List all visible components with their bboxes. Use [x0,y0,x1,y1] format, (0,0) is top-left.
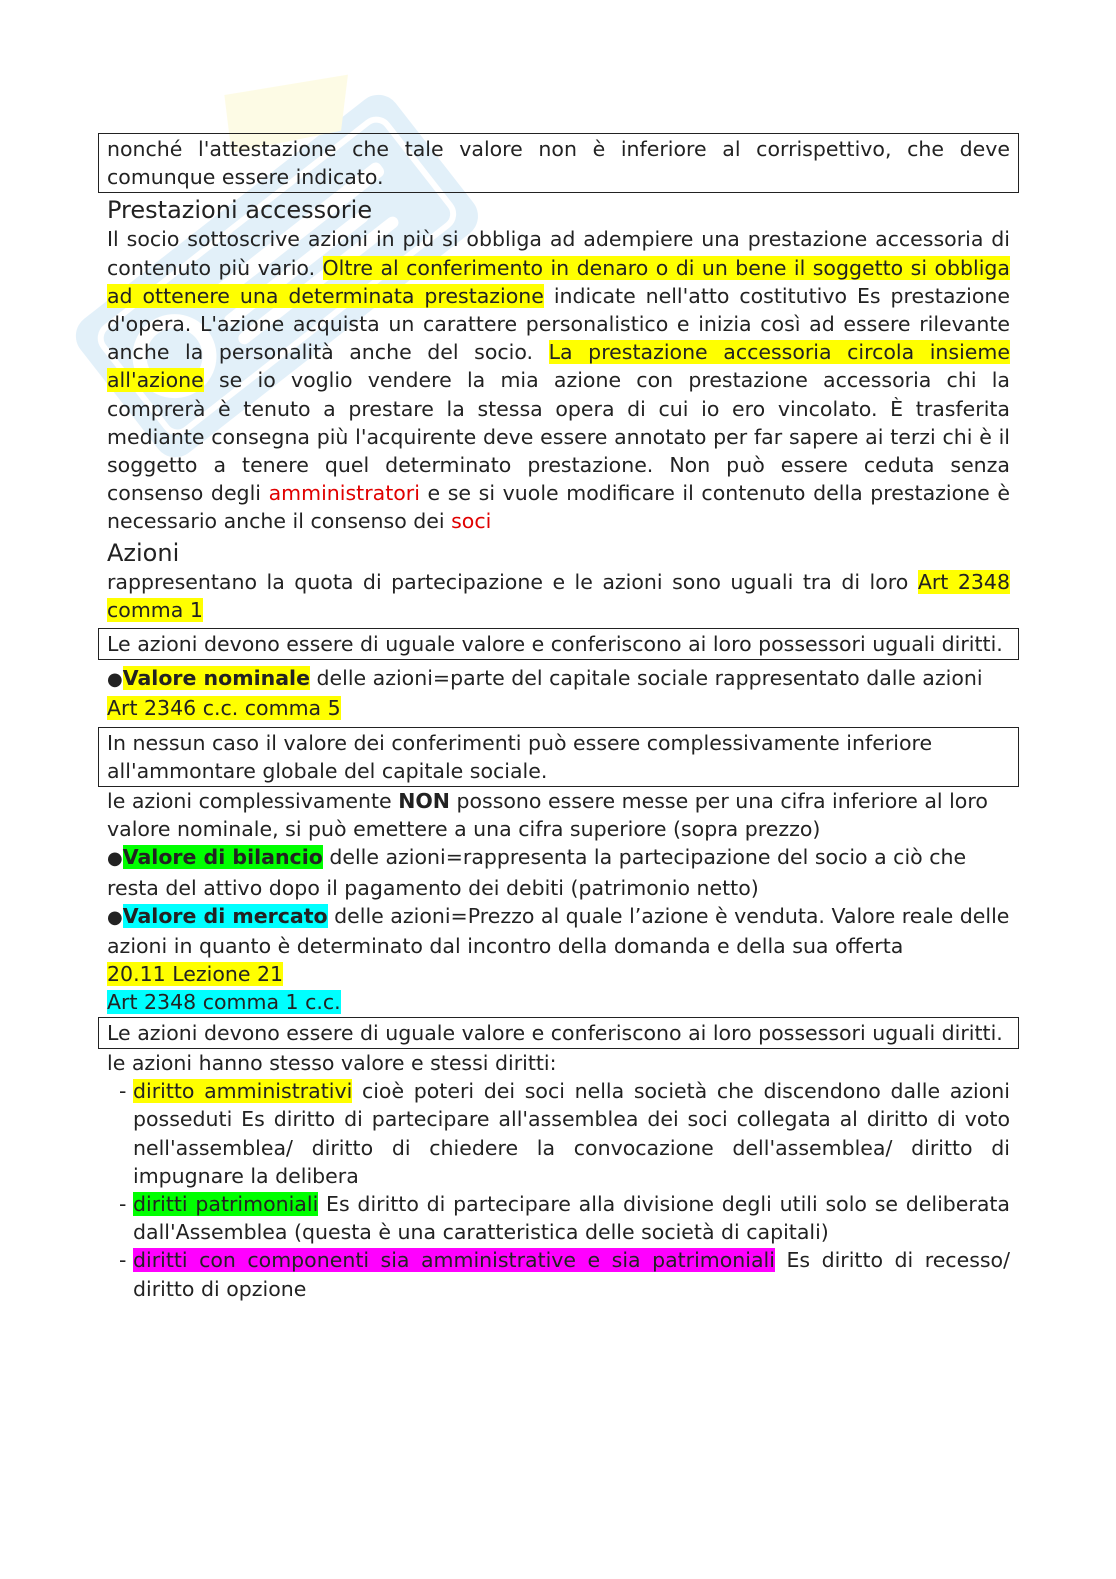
paragraph-valore-bilancio [107,843,1010,901]
paragraph-prestazioni [107,225,1010,535]
text-run: rappresentano la quota di partecipazione e le azioni sono uguali tra di loro [107,569,918,594]
list-item [119,1246,1011,1302]
highlight-yellow: La prestazione accessoria circola insieme all'azione [107,340,1010,393]
list-item [119,1077,1010,1190]
dash-icon: - [119,1079,127,1104]
text-run: se io voglio vendere la mia azione con prestazione accessoria chi la comprerà è tenuto a prestare la stessa opera di cui io ero vincolato. È trasferita mediante consegna più l'acquirente deve essere annotato per far sapere ai terzi chi è il soggetto a tenere quel determinato prestazione. Non può essere ceduta senza consenso degli [107,368,1010,506]
quote-text: Le azioni devono essere di uguale valore e conferiscono ai loro possessori uguali diritti. [107,1020,1003,1045]
dash-icon: - [119,1248,127,1273]
text-run: delle azioni=Prezzo al quale l’azione è venduta. Valore reale delle azioni in quanto è determinato dal incontro della domanda e della sua offerta [107,903,1010,959]
text-run: le azioni complessivamente [107,789,399,814]
paragraph-non [107,787,1010,843]
bullet-icon: ● [107,848,123,870]
paragraph-valore-mercato [107,902,1010,960]
text-run: delle azioni=rappresenta la partecipazione del socio a ciò che resta del attivo dopo il pagamento dei debiti (patrimonio netto) [107,845,967,900]
term-diritti-misti: diritti con componenti sia amministrative e sia patrimoniali [133,1248,775,1273]
bullet-icon: ● [107,669,123,691]
text-run: Es diritto di recesso/ diritto di opzione [133,1248,1011,1301]
text-run: Es diritto di partecipare alla divisione degli utili solo se deliberata dall'Assemblea (questa è una caratteristica delle società di capitali) [133,1191,1010,1245]
text-run: cioè poteri dei soci nella società che discendono dalle azioni posseduti Es diritto di partecipare all'assemblea dei soci collegata al diritto di voto nell'assemblea/ diritto di chiedere la convocazione dell'assemblea/ diritto di impugnare la delibera [133,1079,1010,1188]
quote-text: nonché l'attestazione che tale valore non è inferiore al corrispettivo, che deve comunque essere indicato. [107,137,1010,190]
term-diritto-amministrativi: diritto amministrativi [133,1079,353,1104]
red-text-soci: soci [451,509,492,534]
heading-azioni: Azioni [107,538,180,567]
term-valore-nominale: Valore nominale [122,666,310,691]
dash-icon: - [119,1191,127,1216]
highlight-cyan: Art 2348 comma 1 c.c. [107,990,341,1015]
quote-box-art-2348-cc [98,1017,1019,1049]
reference-art-2346 [107,694,1010,722]
paragraph-rights-intro: le azioni hanno stesso valore e stessi diritti: [107,1050,557,1075]
document-page [107,133,1010,1303]
reference-art-2348 [107,988,1010,1016]
text-run: Il socio sottoscrive azioni in più si obbliga ad adempiere una prestazione accessoria di contenuto più vario. [107,227,1010,280]
paragraph-valore-nominale [107,664,1010,694]
quote-box-art-2348 [98,628,1019,660]
highlight-yellow: 20.11 Lezione 21 [107,962,284,987]
lesson-date [107,960,1010,988]
quote-box-art-2346 [98,727,1019,787]
quote-text: Le azioni devono essere di uguale valore e conferiscono ai loro possessori uguali diritti. [107,632,1003,657]
bold-non: NON [398,789,450,814]
red-text-amministratori: amministratori [268,481,420,506]
term-diritti-patrimoniali: diritti patrimoniali [133,1191,319,1216]
heading-prestazioni-accessorie: Prestazioni accessorie [107,196,373,225]
paragraph-azioni-intro [107,568,1010,624]
text-run: delle azioni=parte del capitale sociale rappresentato dalle azioni [309,666,983,691]
highlight-yellow: Art 2346 c.c. comma 5 [107,696,341,721]
term-valore-bilancio: Valore di bilancio [122,845,323,870]
quote-box-attestazione [98,133,1019,193]
text-run: possono essere messe per una cifra inferiore al loro valore nominale, si può emettere a una cifra superiore (sopra prezzo) [107,789,988,842]
highlight-yellow: Oltre al conferimento in denaro o di un bene il soggetto si obbliga ad ottenere una determinata prestazione [107,255,1010,308]
term-valore-mercato: Valore di mercato [122,903,328,928]
highlight-yellow: Art 2348 comma 1 [107,569,1010,622]
text-run: indicate nell'atto costitutivo Es prestazione d'opera. L'azione acquista un carattere personalistico e inizia così ad essere rilevante anche la personalità anche del socio. [107,283,1011,365]
list-item [119,1190,1010,1246]
rights-list [107,1077,1010,1303]
text-run: e se si vuole modificare il contenuto della prestazione è necessario anche il consenso dei [107,481,1010,534]
quote-text: In nessun caso il valore dei conferimenti può essere complessivamente inferiore all'ammontare globale del capitale sociale. [107,730,933,783]
bullet-icon: ● [107,906,123,928]
